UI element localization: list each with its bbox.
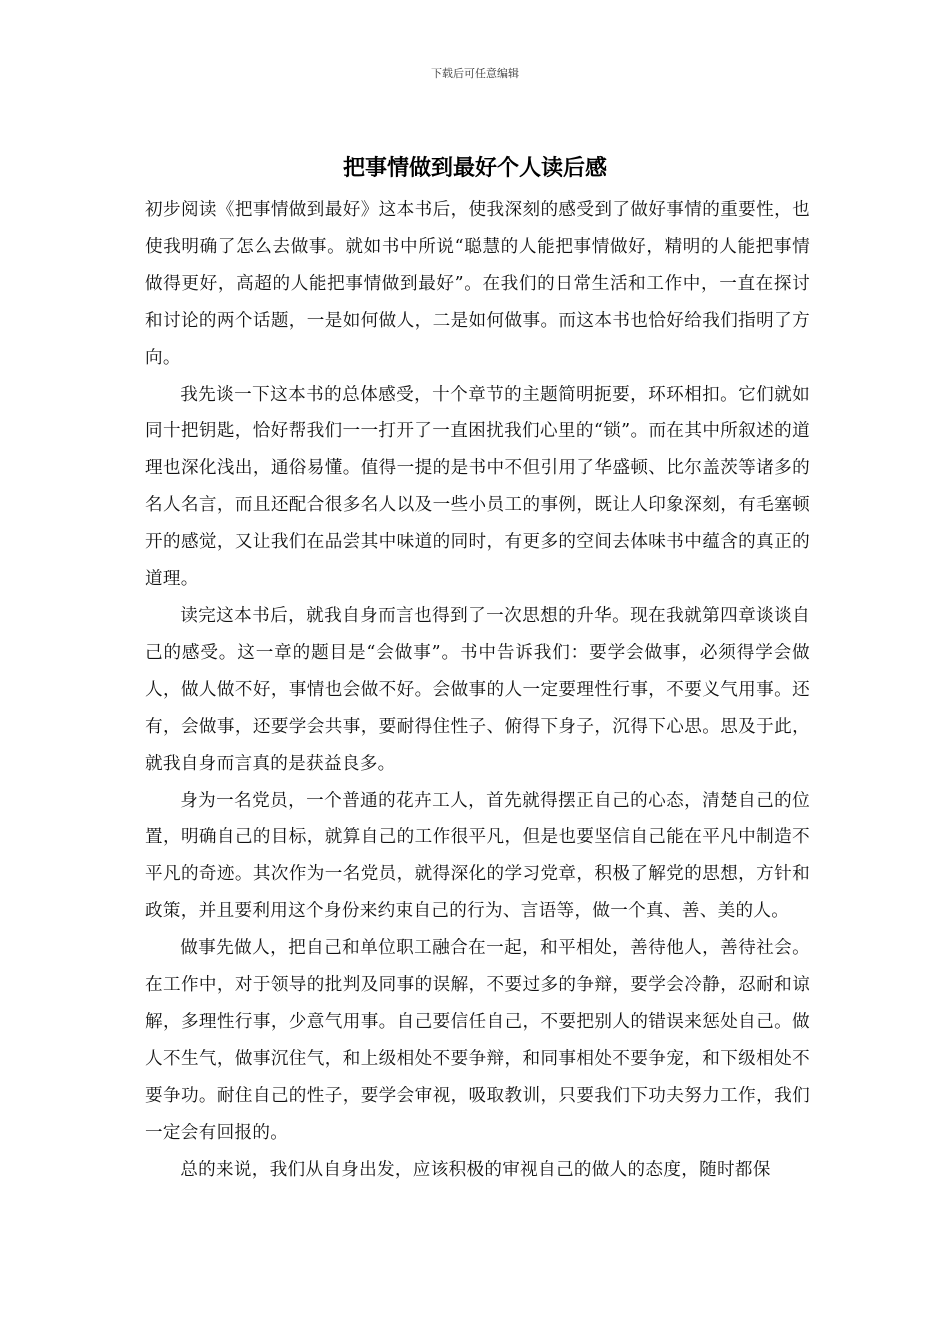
header-note: 下载后可任意编辑 — [431, 67, 519, 80]
paragraph: 读完这本书后，就我自身而言也得到了一次思想的升华。现在我就第四章谈谈自己的感受。这一章的题目是“会做事”。书中告诉我们：要学会做事，必须得学会做人，做人做不好，事情也会做不好。会做事的人一定要理性行事，不要义气用事。还有，会做事，还要学会共事，要耐得住性子、俯得下身子，沉得下心思。思及于此，就我自身而言真的是获益良多。 — [145, 605, 810, 774]
paragraph: 做事先做人，把自己和单位职工融合在一起，和平相处，善待他人，善待社会。在工作中，对于领导的批判及同事的误解，不要过多的争辩，要学会冷静，忍耐和谅解，多理性行事，少意气用事。自己要信任自己，不要把别人的错误来惩处自己。做人不生气，做事沉住气，和上级相处不要争辩，和同事相处不要争宠，和下级相处不要争功。耐住自己的性子，要学会审视，吸取教训，只要我们下功夫努力工作，我们一定会有回报的。 — [145, 938, 810, 1143]
paragraph: 身为一名党员，一个普通的花卉工人，首先就得摆正自己的心态，清楚自己的位置，明确自己的目标，就算自己的工作很平凡，但是也要坚信自己能在平凡中制造不平凡的奇迹。其次作为一名党员，就得深化的学习党章，积极了解党的思想，方针和政策，并且要利用这个身份来约束自己的行为、言语等，做一个真、善、美的人。 — [145, 790, 810, 922]
document-title: 把事情做到最好个人读后感 — [342, 155, 607, 181]
paragraph: 总的来说，我们从自身出发，应该积极的审视自己的做人的态度，随时都保 — [180, 1159, 771, 1180]
paragraph: 初步阅读《把事情做到最好》这本书后，使我深刻的感受到了做好事情的重要性，也使我明确了怎么去做事。就如书中所说“聪慧的人能把事情做好，精明的人能把事情做得更好，高超的人能把事情做到最好”。在我们的日常生活和工作中，一直在探讨和讨论的两个话题，一是如何做人，二是如何做事。而这本书也恰好给我们指明了方向。 — [145, 200, 810, 368]
paragraph: 我先谈一下这本书的总体感受，十个章节的主题简明扼要，环环相扣。它们就如同十把钥匙，恰好帮我们一一打开了一直困扰我们心里的“锁”。而在其中所叙述的道理也深化浅出，通俗易懂。值得一提的是书中不但引用了华盛顿、比尔盖茨等诸多的名人名言，而且还配合很多名人以及一些小员工的事例，既让人印象深刻，有毛塞顿开的感觉，又让我们在品尝其中味道的同时，有更多的空间去体味书中蕴含的真正的道理。 — [145, 384, 810, 590]
document-body — [145, 192, 810, 1188]
